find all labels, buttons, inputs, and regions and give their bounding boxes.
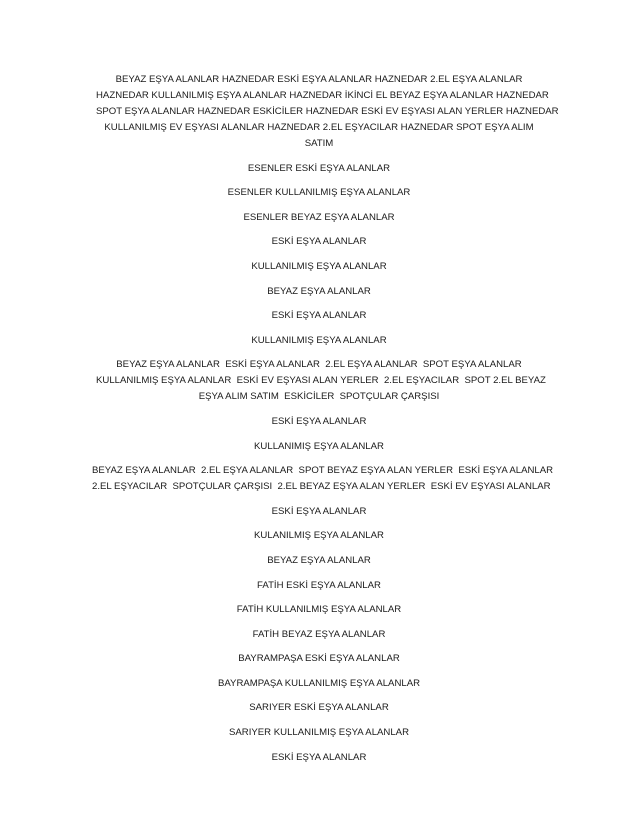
intro-paragraph [96,72,559,152]
text-line: ESENLER KULLANILMIŞ EŞYA ALANLAR [227,187,411,199]
intro-line: SATIM [304,138,334,149]
keyword-line: KULLANILMIŞ EŞYA ALANLAR ESKİ EV EŞYASI ALAN YERLER 2.EL EŞYACILAR SPOT 2.EL BEYAZ [96,375,546,387]
intro-line: KULLANILMIŞ EV EŞYASI ALANLAR HAZNEDAR 2.EL EŞYACILAR HAZNEDAR SPOT EŞYA ALIM [104,122,534,133]
text-line: FATİH ESKİ EŞYA ALANLAR [257,579,381,591]
text-line: FATİH KULLANILMIŞ EŞYA ALANLAR [236,604,402,616]
text-line: BEYAZ EŞYA ALANLAR [267,285,371,297]
text-line: KULLANILMIŞ EŞYA ALANLAR [251,260,387,272]
text-line: SARIYER ESKİ EŞYA ALANLAR [249,702,389,714]
text-line: FATİH BEYAZ EŞYA ALANLAR [252,628,386,640]
text-line: ESENLER ESKİ EŞYA ALANLAR [247,162,391,174]
keyword-line: BEYAZ EŞYA ALANLAR 2.EL EŞYA ALANLAR SPOT BEYAZ EŞYA ALAN YERLER ESKİ EŞYA ALANLAR [92,465,554,477]
text-line: BAYRAMPAŞA KULLANILMIŞ EŞYA ALANLAR [217,677,421,689]
keyword-paragraph [96,357,546,405]
text-line: ESENLER BEYAZ EŞYA ALANLAR [243,211,395,223]
intro-line: SPOT EŞYA ALANLAR HAZNEDAR ESKİCİLER HAZNEDAR ESKİ EV EŞYASI ALAN YERLER HAZNEDAR [96,106,559,117]
text-line: KULANILMIŞ EŞYA ALANLAR [254,530,384,542]
keyword-paragraph [92,463,554,495]
text-line: ESKİ EŞYA ALANLAR [271,415,367,427]
text-line: BEYAZ EŞYA ALANLAR [267,554,371,566]
text-line: BAYRAMPAŞA ESKİ EŞYA ALANLAR [238,653,400,665]
text-line: ESKİ EŞYA ALANLAR [271,310,367,322]
keyword-line: 2.EL EŞYACILAR SPOTÇULAR ÇARŞISI 2.EL BEYAZ EŞYA ALAN YERLER ESKİ EV EŞYASI ALANLAR [92,481,551,493]
text-line: ESKİ EŞYA ALANLAR [271,236,367,248]
intro-line: BEYAZ EŞYA ALANLAR HAZNEDAR ESKİ EŞYA ALANLAR HAZNEDAR 2.EL EŞYA ALANLAR [115,74,523,85]
document-body [92,72,559,766]
intro-line: HAZNEDAR KULLANILMIŞ EŞYA ALANLAR HAZNEDAR İKİNCİ EL BEYAZ EŞYA ALANLAR HAZNEDAR [96,90,549,101]
text-line: ESKİ EŞYA ALANLAR [271,751,367,763]
keyword-line: EŞYA ALIM SATIM ESKİCİLER SPOTÇULAR ÇARŞISI [198,391,440,403]
text-line: ESKİ EŞYA ALANLAR [271,505,367,517]
text-line: KULLANILMIŞ EŞYA ALANLAR [251,334,387,346]
keyword-line: BEYAZ EŞYA ALANLAR ESKİ EŞYA ALANLAR 2.EL EŞYA ALANLAR SPOT EŞYA ALANLAR [116,359,522,371]
text-line: KULLANIMIŞ EŞYA ALANLAR [254,440,384,452]
text-line: SARIYER KULLANILMIŞ EŞYA ALANLAR [228,727,410,739]
